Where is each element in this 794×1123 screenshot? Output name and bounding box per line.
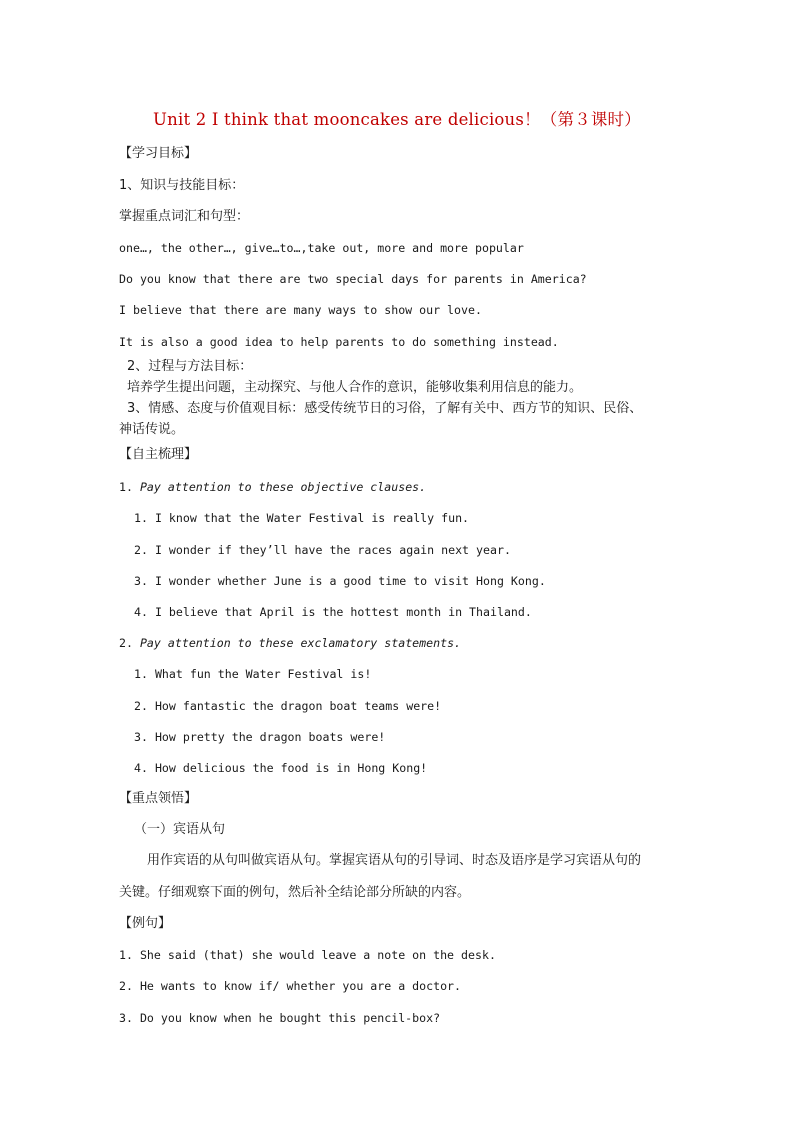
paragraph-line: 关键。仔细观察下面的例句，然后补全结论部分所缺的内容。 <box>119 885 471 900</box>
example-line: 1. She said (that) she would leave a note on the desk. <box>119 948 496 962</box>
part1-title: Pay attention to these objective clauses. <box>139 480 427 494</box>
emotion-line: 神话传说。 <box>119 422 185 437</box>
list-item: 4. How delicious the food is in Hong Kong! <box>134 761 428 775</box>
list-item: 1. I know that the Water Festival is really fun. <box>134 511 470 525</box>
process-heading: 2、过程与方法目标： <box>127 359 253 374</box>
list-item: 2. I wonder if they’ll have the races again next year. <box>134 543 511 557</box>
vocab-line: Do you know that there are two special days for parents in America? <box>119 272 587 286</box>
list-item: 4. I believe that April is the hottest month in Thailand. <box>134 605 532 619</box>
part2-number: 2. <box>119 636 133 650</box>
vocab-line: one…, the other…, give…to…,take out, more and more popular <box>119 241 524 255</box>
part1-title-line <box>119 478 426 496</box>
objectives-heading: 【学习目标】 <box>119 146 198 161</box>
part2-title: Pay attention to these exclamatory statements. <box>139 636 462 650</box>
subsection-heading: （一）宾语从句 <box>134 822 226 837</box>
self-heading: 【自主梳理】 <box>119 447 198 462</box>
key-heading: 【重点领悟】 <box>119 791 198 806</box>
part1-number: 1. <box>119 480 133 494</box>
list-item: 3. I wonder whether June is a good time to visit Hong Kong. <box>134 574 546 588</box>
vocab-heading: 掌握重点词汇和句型： <box>119 209 250 224</box>
example-heading: 【例句】 <box>119 916 172 931</box>
list-item: 3. How pretty the dragon boats were! <box>134 730 386 744</box>
vocab-line: I believe that there are many ways to show our love. <box>119 303 482 317</box>
part2-title-line <box>119 634 461 652</box>
knowledge-heading: 1、知识与技能目标： <box>119 178 245 193</box>
paragraph-line: 用作宾语的从句叫做宾语从句。掌握宾语从句的引导词、时态及语序是学习宾语从句的 <box>147 853 642 868</box>
example-line: 3. Do you know when he bought this pencil-box? <box>119 1011 441 1025</box>
process-text: 培养学生提出问题，主动探究、与他人合作的意识，能够收集利用信息的能力。 <box>127 380 583 395</box>
list-item: 2. How fantastic the dragon boat teams were! <box>134 699 442 713</box>
emotion-line: 3、情感、态度与价值观目标：感受传统节日的习俗，了解有关中、西方节的知识、民俗、 <box>127 401 643 416</box>
list-item: 1. What fun the Water Festival is! <box>134 667 372 681</box>
vocab-line: It is also a good idea to help parents to do something instead. <box>119 335 559 349</box>
example-line: 2. He wants to know if/ whether you are a doctor. <box>119 979 462 993</box>
page-title: Unit 2 I think that mooncakes are delicious！（第３课时） <box>153 110 641 129</box>
